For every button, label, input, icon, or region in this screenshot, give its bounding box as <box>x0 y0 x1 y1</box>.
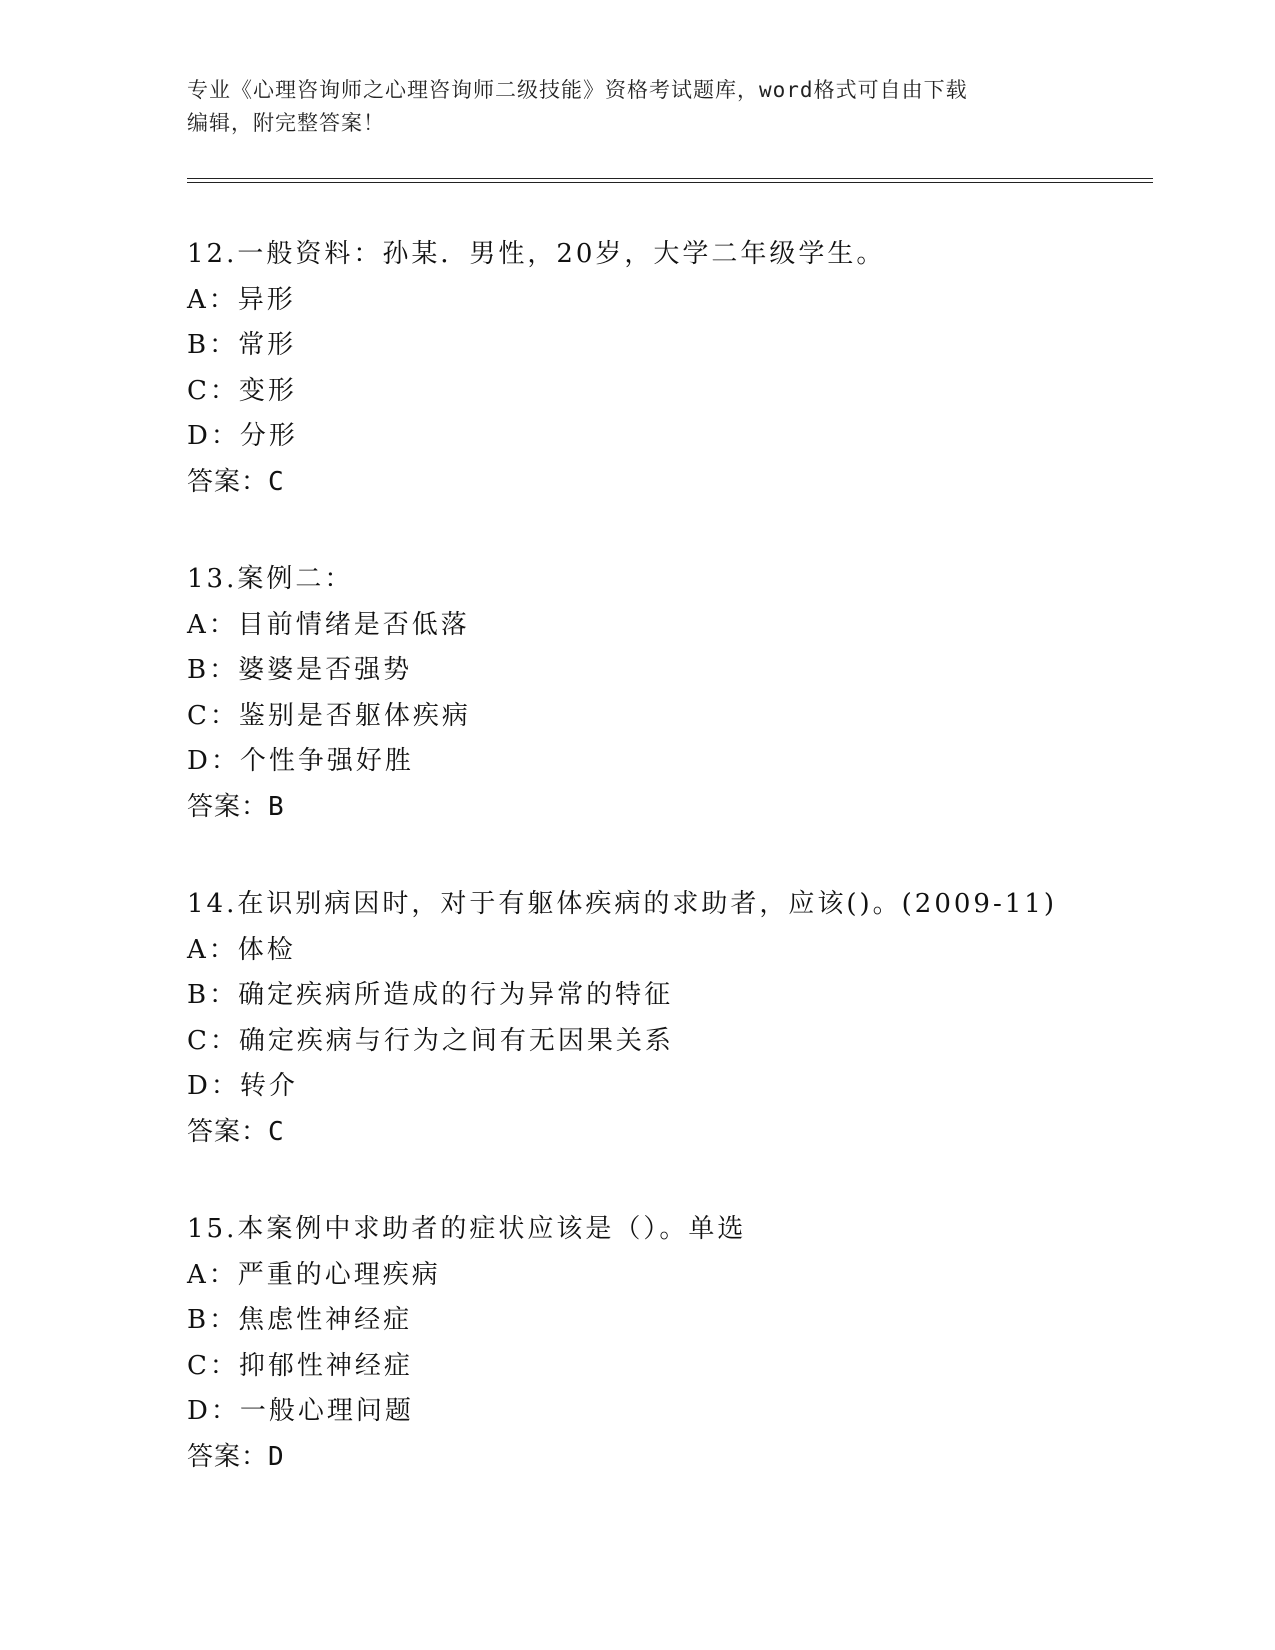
option-c: C：变形 <box>187 375 297 406</box>
question-list <box>187 232 1187 1532</box>
option-d: D：一般心理问题 <box>187 1396 414 1426</box>
option-a: A：目前情绪是否低落 <box>187 609 470 640</box>
answer <box>187 1435 1187 1481</box>
answer-value: D <box>268 1441 285 1472</box>
option-d: D：分形 <box>187 421 298 451</box>
answer-value: B <box>268 791 285 822</box>
header-divider <box>187 178 1153 183</box>
header-line-1: 专业《心理咨询师之心理咨询师二级技能》资格考试题库，word格式可自由下载 <box>187 78 968 102</box>
answer-label: 答案： <box>187 466 269 497</box>
option-d: D：个性争强好胜 <box>187 746 414 776</box>
question-stem: 13.案例二： <box>187 564 354 594</box>
question-stem: 12.一般资料：孙某．男性，20岁，大学二年级学生。 <box>187 239 886 269</box>
answer <box>187 1110 1187 1156</box>
answer-label: 答案： <box>187 1441 269 1472</box>
document-header <box>187 74 1087 140</box>
option-a: A：体检 <box>187 934 296 965</box>
option-b: B：焦虑性神经症 <box>187 1305 413 1335</box>
option-c: C：确定疾病与行为之间有无因果关系 <box>187 1025 674 1056</box>
option-a: A：异形 <box>187 284 296 315</box>
answer <box>187 460 1187 506</box>
option-d: D：转介 <box>187 1071 298 1101</box>
question-12 <box>187 232 1187 505</box>
option-a: A：严重的心理疾病 <box>187 1259 441 1290</box>
question-14 <box>187 882 1187 1155</box>
option-b: B：常形 <box>187 330 297 360</box>
question-stem: 15.本案例中求助者的症状应该是（）。单选 <box>187 1214 747 1244</box>
question-15 <box>187 1207 1187 1480</box>
header-line-2: 编辑，附完整答案！ <box>187 111 385 135</box>
answer-value: C <box>268 1116 285 1147</box>
option-c: C：抑郁性神经症 <box>187 1350 413 1381</box>
option-b: B：确定疾病所造成的行为异常的特征 <box>187 980 674 1010</box>
option-c: C：鉴别是否躯体疾病 <box>187 700 471 731</box>
question-13 <box>187 557 1187 830</box>
answer-value: C <box>268 466 285 497</box>
answer <box>187 785 1187 831</box>
answer-label: 答案： <box>187 1116 269 1147</box>
answer-label: 答案： <box>187 791 269 822</box>
option-b: B：婆婆是否强势 <box>187 655 413 685</box>
question-stem: 14.在识别病因时，对于有躯体疾病的求助者，应该()。(2009-11) <box>187 889 1057 919</box>
